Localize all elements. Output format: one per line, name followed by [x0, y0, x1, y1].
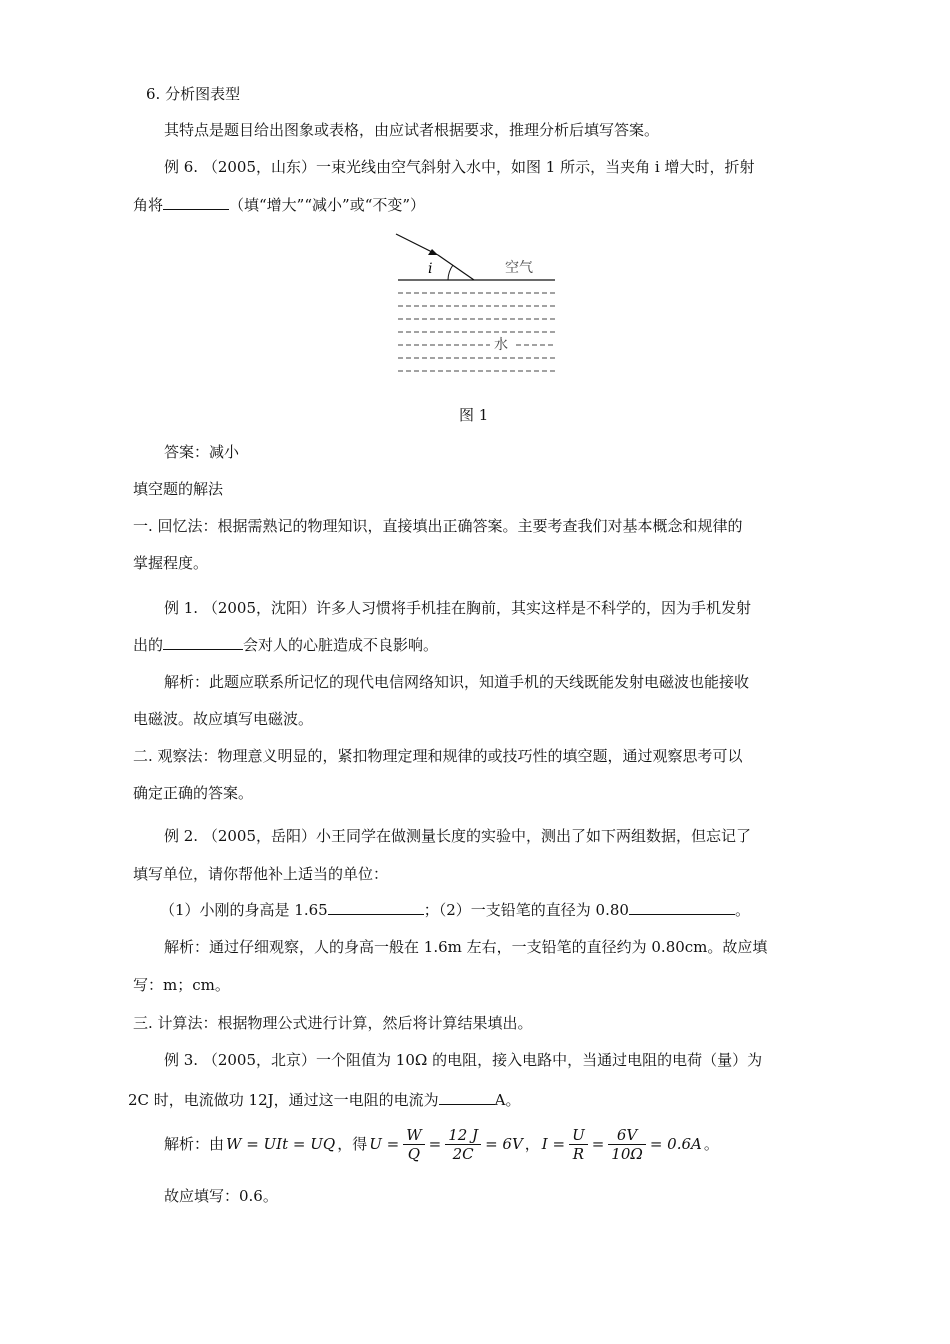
final-answer: 故应填写：0.6。	[164, 1187, 278, 1205]
fraction-numerator: 12 J	[445, 1126, 481, 1145]
figure-caption: 图 1	[459, 406, 489, 424]
example6-text-a: 角将	[133, 196, 164, 214]
method1-line2: 掌握程度。	[133, 554, 209, 572]
answer-line: 答案：减小	[164, 443, 240, 461]
example1-line2	[133, 635, 438, 655]
analysis3-mid: ，得	[337, 1135, 368, 1153]
method2-line1: 二. 观察法：物理意义明显的，紧扣物理定理和规律的或技巧性的填空题，通过观察思考可以	[133, 747, 743, 765]
analysis3-prefix: 解析：由	[164, 1135, 225, 1153]
method3-line1: 三. 计算法：根据物理公式进行计算，然后将计算结果填出。	[133, 1014, 533, 1032]
analysis3-equation	[164, 1124, 719, 1164]
result-voltage: = 6V	[485, 1135, 523, 1153]
water-label: 水	[494, 337, 508, 353]
equals-sign: =	[428, 1135, 442, 1153]
example3-text-a: 2C 时，电流做功 12J，通过这一电阻的电流为	[128, 1091, 439, 1109]
example6-line2	[133, 195, 425, 215]
analysis2-line1: 解析：通过仔细观察，人的身高一般在 1.6m 左右，一支铅笔的直径约为 0.80cm。故应填	[164, 938, 768, 956]
example6-text-b: （填“增大”“减小”或“不变”）	[229, 196, 426, 214]
separator: ，	[524, 1135, 540, 1153]
fraction-u-over-r	[569, 1126, 588, 1163]
method1-line1: 一. 回忆法：根据需熟记的物理知识，直接填出正确答案。主要考查我们对基本概念和规律的	[133, 517, 743, 535]
light-ray-lower	[438, 255, 474, 280]
formula-i: I =	[541, 1135, 566, 1153]
method2-line2: 确定正确的答案。	[133, 784, 254, 802]
equals-sign: =	[591, 1135, 605, 1153]
question-end: 。	[734, 901, 750, 919]
example1-line1: 例 1. （2005，沈阳）许多人习惯将手机挂在胸前，其实这样是不科学的，因为手机发射	[164, 599, 752, 617]
section-heading: 6. 分析图表型	[146, 85, 241, 103]
example6-line1: 例 6. （2005，山东）一束光线由空气斜射入水中，如图 1 所示，当夹角 i 增大时，折射	[164, 158, 755, 176]
analysis2-line2: 写：m；cm。	[133, 976, 230, 994]
fraction-w-over-q	[403, 1126, 424, 1163]
example3-text-b: A。	[494, 1091, 521, 1109]
fraction-denominator: Q	[407, 1144, 421, 1163]
analysis1-line1: 解析：此题应联系所记忆的现代电信网络知识，知道手机的天线既能发射电磁波也能接收	[164, 673, 750, 691]
analysis3-end: 。	[703, 1135, 719, 1153]
fraction-denominator: 2C	[452, 1144, 474, 1163]
question2-text: ；（2）一支铅笔的直径为 0.80	[423, 901, 629, 919]
example2-line2: 填写单位，请你帮他补上适当的单位：	[133, 865, 389, 883]
answer-blank	[163, 635, 243, 650]
water-lines	[398, 293, 555, 371]
answer-blank	[328, 900, 424, 915]
formula-u: U =	[369, 1135, 400, 1153]
air-label: 空气	[505, 260, 533, 276]
fraction-denominator: R	[572, 1144, 585, 1163]
fraction-12j-over-2c	[445, 1126, 481, 1163]
example1-text-a: 出的	[133, 636, 164, 654]
fraction-denominator: 10Ω	[611, 1144, 643, 1163]
fraction-numerator: U	[569, 1126, 588, 1145]
angle-label: i	[428, 261, 433, 277]
example3-line2	[128, 1090, 521, 1110]
formula-w: W = UIt = UQ	[226, 1135, 336, 1153]
arrow-head-icon	[428, 249, 438, 255]
example3-line1: 例 3. （2005，北京）一个阻值为 10Ω 的电阻，接入电路中，当通过电阻的电荷（量）为	[164, 1051, 763, 1069]
analysis1-line2: 电磁波。故应填写电磁波。	[133, 710, 314, 728]
section-description: 其特点是题目给出图象或表格，由应试者根据要求，推理分析后填写答案。	[164, 121, 660, 139]
example2-questions	[160, 900, 750, 920]
example2-line1: 例 2. （2005，岳阳）小王同学在做测量长度的实验中，测出了如下两组数据，但忘记了	[164, 827, 752, 845]
methods-title: 填空题的解法	[133, 480, 224, 498]
fraction-numerator: 6V	[608, 1126, 646, 1145]
fraction-numerator: W	[403, 1126, 424, 1145]
answer-blank	[163, 195, 229, 210]
fraction-6v-over-10ohm	[608, 1126, 646, 1163]
angle-arc	[448, 265, 453, 280]
refraction-figure	[390, 228, 565, 383]
answer-blank	[439, 1090, 495, 1105]
result-current: = 0.6A	[649, 1135, 702, 1153]
answer-blank	[629, 900, 735, 915]
example1-text-b: 会对人的心脏造成不良影响。	[243, 636, 439, 654]
question1-text: （1）小刚的身高是 1.65	[160, 901, 328, 919]
